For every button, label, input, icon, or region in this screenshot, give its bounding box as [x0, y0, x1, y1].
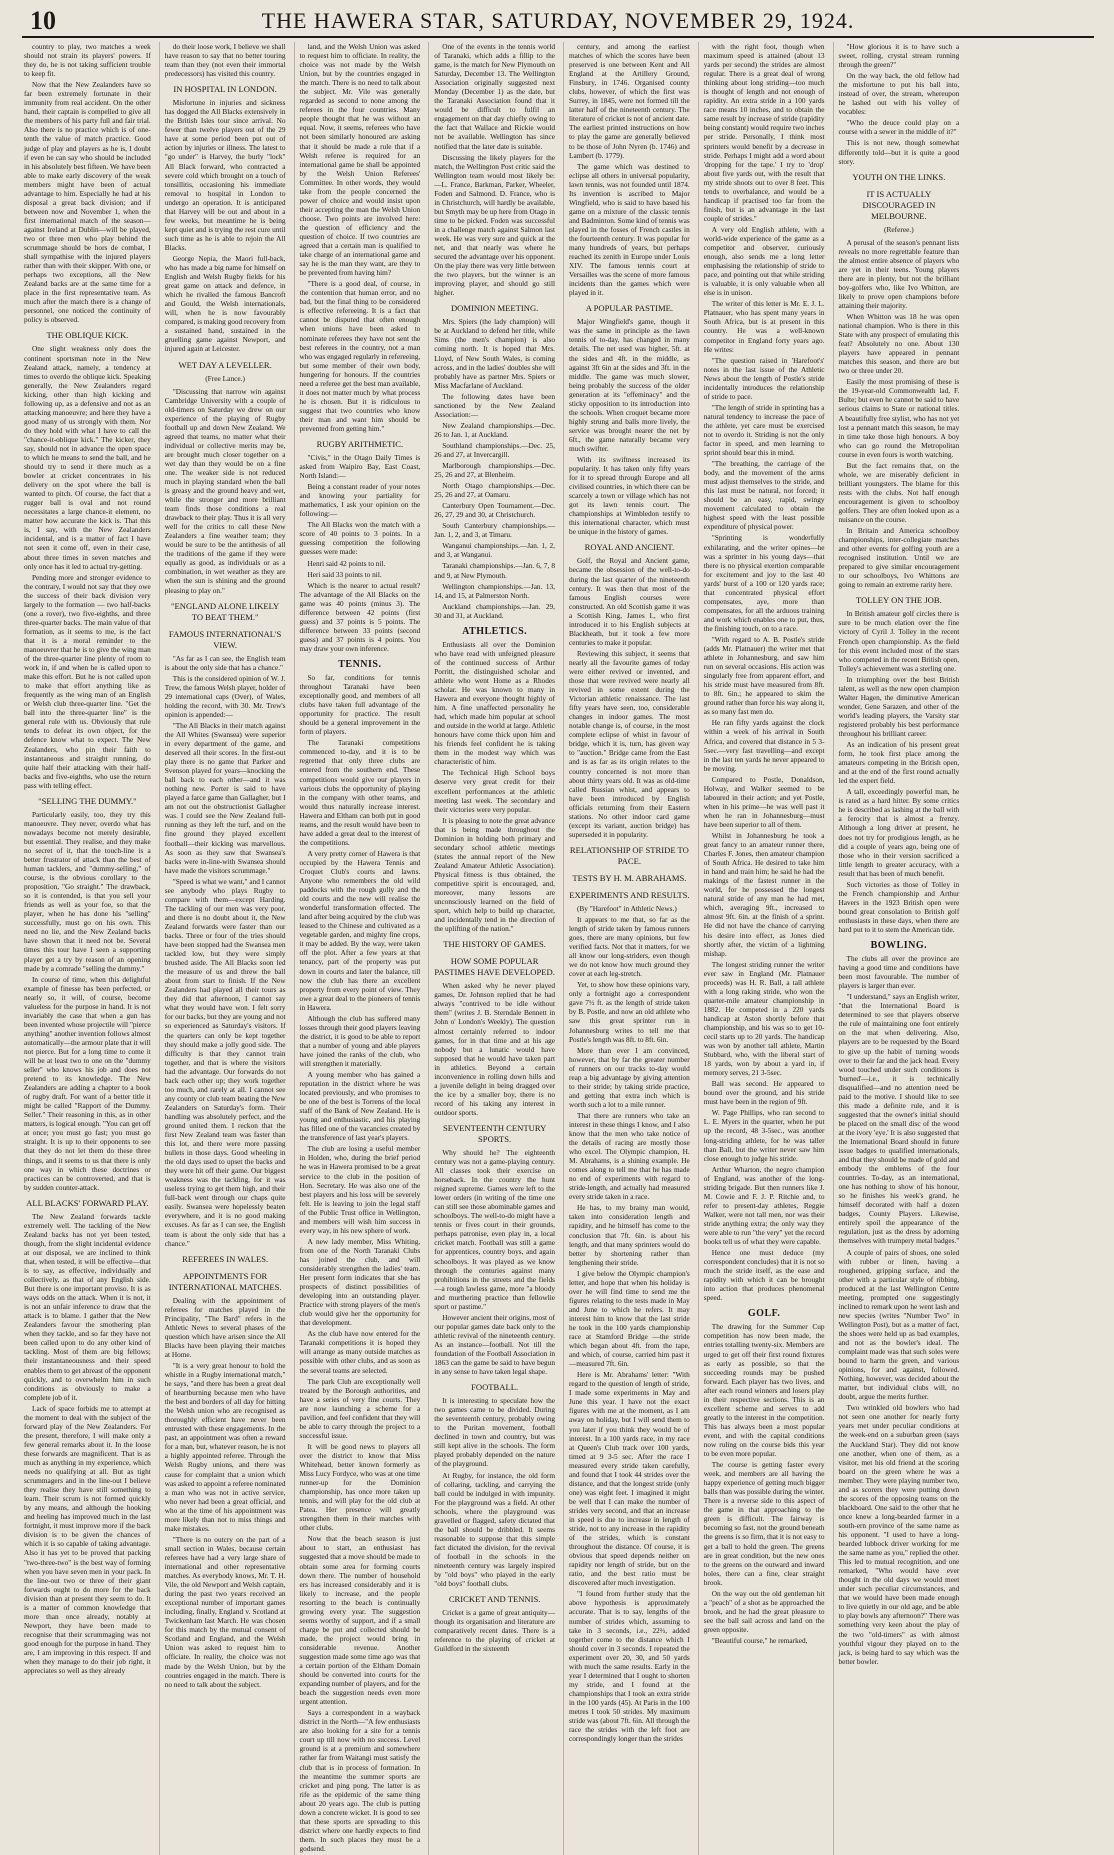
article-heading: CRICKET AND TENNIS. — [448, 1594, 541, 1605]
body-paragraph: The Technical High School boys deserve very great credit for their excellent performances at the athletic meeting last week. The secondary and their victories were very popular. — [434, 768, 555, 814]
body-paragraph: Reviewing this subject, it seems that nearly all the favourite games of today were either revived or invented, and those that were revived were nearly all revived in some extent during the Victorian athletic renaissance. The last fifty years have seen, too, considerable changes in indoor games. The most notable change is, of course, in the most complete eclipse of whist in favour of bridge, which it is, turn, has given way to "auction." Bridge came from the East and is as far as its origin relates to the country concerned is not more than about thirty years old. It was as old-time called Russian whist, and appears to have been introduced by English officials returning from their Eastern stations. No other indoor card game (except its variant, auction bridge) has superseded it in popularity. — [569, 648, 690, 839]
body-paragraph: "Who the deuce could play on a course with a sewer in the middle of it?" — [838, 118, 960, 137]
body-paragraph: Dealing with the appointment of referees for matches played in the Principality, "The Bard" refers in the Athletic News to several phases of the question which have arisen since the All Blacks have been playing their matches at Home. — [164, 1295, 286, 1359]
body-paragraph: Heri said 33 points to nil. — [307, 569, 382, 579]
body-paragraph: In course of time, when this delightful example of finesse has been perfected, or nearly so, it will, of course, become valueless for the purpose in hand. It is not invariably the case that when a gun has been invented whose projectile will "pierce anything" another invention follows almost automatically—the armour plate that it will not pierce. But for a long time to come it will be at least two to one on the "dummy seller" who knows his job and does not pretend to its knowledge. The New Zealanders are adding a chapter to a book of rugby draft. For want of a better title it might be called "Rapport of the Dummy. Seller." Their reasoning in this, as in other matters, is logical enough. "You can get off at once; you must go fast; you must go straight. It is up to their opponents to see that they do not let them do these three things, and it seems to us that there is only one way in which these doctrines or practices can be controverted, and that is by sudden counter-attack. — [24, 974, 151, 1192]
body-paragraph: "How glorious it is to have such a sweet, rolling, crystal stream running through the green?" — [838, 42, 960, 70]
body-paragraph: That there are runners who take an interest in these things I know, and I also know that the men who take notice of the details of racing are mostly those who excel. The Olympic champion, H. M. Abrahams, is a shining example. He comes along to tell me that he has made no end of experiments with regard to stride-length, and actually had measured every stride taken in a race. — [569, 1110, 690, 1202]
body-paragraph: Auckland championships.—Jan. 29, 30 and 31, at Auckland. — [434, 601, 555, 620]
body-paragraph: Marlborough championships.—Dec. 25, 26 and 27, at Blenheim. — [434, 461, 555, 480]
body-paragraph: In British amateur golf circles there is sure to be much elation over the fine victory of Cyril J. Tolley in the recent French open championship. As the field for this event included most of the stars who competed in the recent British open, Tolley's achievement was a sterling one. — [838, 609, 960, 673]
body-paragraph: with the right foot, though when maximum speed is attained (about 13 yards per second) the strides are almost regular. There is a great deal of wrong thinking about long striding—too much is thought of length and not enough of rapidity. An extra stride in a 100 yards race means 10 inches, and to obtain the same result by increase of stride (rapidity being constant) would require two inches per stride. Personally, I think most sprinters would benefit by a decrease in stride. Perhaps I might add a word about 'dropping for the tape.' I try to 'drop' about five yards out, with the result that my stride shoots out to over 8 feet. This tends to overbalance, and would be a handicap if practised too far from the finish, but is an advantage in the last couple of strides." — [703, 42, 825, 223]
body-paragraph: A young member who has gained a reputation in the district where he was located previously, and who promises to be one of the best is Torrens of the local staff of the Bank of New Zealand. He is young and enthusiastic, and his playing has filled one of the vacancies created by the transference of last year's players. — [299, 1070, 421, 1143]
body-paragraph: Henri said 42 points to nil. — [307, 558, 386, 568]
body-paragraph: A tall, exceedingly powerful man, he is rated as a hard hitter. By some critics he is described as lashing at the ball with a ferocity that is almost a frenzy. Although a long driver at present, he does not try for prodigious length, as he did a couple of years ago, being one of those who in their version sacrificed a little length to greater accuracy, with a result that has been of much benefit. — [838, 787, 960, 878]
body-paragraph: Yet, to show how these opinions vary, only a fortnight ago a correspondent gave 7½ ft. as the length of stride taken by B. Postle, and now an old athlete who saw this great sprinter run in Johannesburg writes to tell me that Postle's length was 8ft. to 8ft. 6in. — [569, 980, 690, 1044]
body-paragraph: It is pleasing to note the great advance that is being made throughout the Dominion in holding both primary and secondary school athletic meetings (states the annual report of the New Zealand Amateur Athletic Association). Physical fitness is thus obtained, the competitive spirit is encouraged, and, moreover, many lessons are unconsciously learned on the field of sport, which help to build up character, and incidentally tend in the direction of the uplifting of the nation." — [434, 815, 555, 934]
article-heading: SEVENTEENTH CENTURY SPORTS. — [442, 1122, 547, 1144]
body-paragraph: The park Club are exceptionally well treated by the Borough authorities, and have a series of very fine courts. They are now launching a scheme for a pavilion, and feel confident that they will be able to carry through the project to a successful issue. — [299, 1376, 421, 1440]
article-heading: THE OBLIQUE KICK. — [46, 330, 129, 341]
article-heading: IT IS ACTUALLY DISCOURAGED IN MELBOURNE. — [862, 188, 936, 221]
body-paragraph: "The length of stride in sprinting has a natural tendency to increase the pace of the athlete, yet care must be exercised not to overdo it. Striding is not the only factor in speed, and men learning to sprint should bear this in mind. — [703, 402, 825, 458]
columns — [24, 42, 1094, 1853]
body-paragraph: A perusal of the season's pennant lists reveals no more regrettable feature than the almost entire absence of players who are yet in their teens. Young players there are in plenty, but not the brilliant boy-golfers who, like Ivo Whitton, are likely to prove open champions before attaining their majority. — [838, 237, 960, 310]
body-paragraph: "Discussing that narrow win against Cambridge University with a couple of old-timers on Saturday we drew on our experience of the playing of Rugby football up and down New Zealand. We agreed that teams, no matter what their individual or collective merits may be, are brought much closer together on a wet day than they would be on a fine one. The weaker side is not reduced much in playing standard when the ball is greasy and the ground heavy and wet, while the stronger and more brilliant team finds those conditions a real drawback to their play. Thus it is all very well for the critics to call these New Zealanders a fine weather team; they would be sure to be the antithesis of all the traditions of the game if they were equally as good, as individuals or as a combination, in wet weather as they are when the sun is shining and the ground pleasing to play on." — [164, 386, 286, 595]
column-2 — [159, 42, 286, 1855]
body-paragraph: So far, conditions for tennis throughout Taranaki have been exceptionally good, and members of all clubs have taken full advantage of the opportunity for practice. The result should be a general improvement in the form of players. — [299, 673, 421, 737]
body-paragraph: The clubs all over the province are having a good time and conditions have been most favourable. The number of players is larger than ever. — [838, 954, 960, 991]
body-paragraph: The longest striding runner the writer ever saw in England (Mr. Platnauer proceeds) was H. R. Ball, a tall athlete with a long raking stride, who won the quarter-mile amateur championship in 1882. He competed in a 220 yards handicap at Aston shortly before that championship, and his was so to get 10-cecil starts up to 20 yards. The handicap was won by another tall athlete, Martin Stubbard, who, with the liberal start of 18 yards, won by about a yard in, if memory serves, 21 3-5sec. — [703, 959, 825, 1078]
body-paragraph: North Otago championships.—Dec. 25, 26 and 27, at Oamaru. — [434, 481, 555, 500]
body-paragraph: Cricket is a game of great antiquity—though its organisation and literature are comparatively recent dates. There is a reference to the playing of cricket at Guildford in the sixteenth — [434, 1608, 555, 1654]
body-paragraph: A very old English athlete, with a world-wide experience of the game as a competitor and observer, curiously enough, also sends me a long letter emphasising the relationship of stride to pace, and pointing out that while striding is valuable, it is only valuable when all else is in unison. — [703, 224, 825, 298]
body-paragraph: (By "Harefoot" in Athletic News.) — [577, 903, 677, 913]
article-heading: ROYAL AND ANCIENT. — [584, 542, 675, 553]
body-paragraph: He has, to my brainy man would, taken into consideration length and rapidity, and he himself has come to the conclusion that 7ft. 6in. is about his length, and that many sprinters would do better by shortening rather than lengthening their stride. — [569, 1203, 690, 1267]
body-paragraph: Southland championships.—Dec. 25, 26 and 27, at Invercargill. — [434, 440, 555, 459]
body-paragraph: Golf, the Royal and Ancient game, became the obsession of the well-to-do during the last quarter of the nineteenth century. It was then that most of the famous English courses were constructed. An old Scottish game it was a Scottish King, James I., who first introduced it to his English subjects at Blackheath, but it took a few more centuries to make it popular. — [569, 556, 690, 647]
body-paragraph: George Nepia, the Maori full-back, who has made a big name for himself on English and Welsh Rugby fields for his great game on attack and defence, in which he rivalled the famous Bancroft and Gould, the Welsh internationals, will, when he is now favourably compared, is making good recovery from a sustained hand, sustained in the gruelling game against Newport, and injured again at Leicester. — [164, 253, 286, 354]
body-paragraph: Taranaki championships.—Jan. 6, 7, 8 and 9, at New Plymouth. — [434, 561, 555, 580]
article-heading: THE HISTORY OF GAMES. — [443, 939, 546, 950]
body-paragraph: Wanganui championships.—Jan. 1, 2, and 3, at Wanganui. — [434, 541, 555, 560]
body-paragraph: I give below the Olympic champion's letter, and hope that when his holiday is over he will find time to send me the figures relating to the tests made in May and June to which he refers. It may interest him to know that the last stride he took in the 100 yards championship race at Stamford Bridge —the stride which began about 4ft. from the tape, and which, of course, carried him past it—measured 7ft. 6in. — [569, 1268, 690, 1369]
body-paragraph: The New Zealand forwards tackle extremely well. The tackling of the New Zealand backs has not yet been tested, though, from the slight incidental evidence at our disposal, we are inclined to think that, when tested, it will be effective—that is to say, as effective, individually and collectively, as that of any English side. But there is one important proviso. It is as ways odds on the attack. When it is not, it is not an unfair inference to draw that the attack is to blame. I gather that the New Zealanders favour the smothering plan when they tackle, and so far they have not been called upon to do any other kind of tackling. Most of them are big fellows; their instantaneousness and their speed enables them to get abreast of the opponent quickly, and to overwhelm him in such conditions as obviously to make a complete job of it. — [24, 1211, 151, 1402]
body-paragraph: South Canterbury championships.—Jan. 1, 2, and 3, at Timaru. — [434, 521, 555, 540]
body-paragraph: Arthur Wharton, the negro champion of England, was another of the long-striding brigade. But then runners like J. M. Cowie and F. J. P. Ritchie and, to refer to present-day athletes, Reggie Walker, were not tall men, nor was their stride anything extra; the only way they were able to run "the very" yet the record books tell us of what they were capable. — [703, 1164, 825, 1247]
body-paragraph: The course is getting faster every week, and members are all having the happy experience of getting much bigger balls than was possible during the winter. There is a reverse side to this aspect of the game in that approaching to the green is difficult. The fairway is becoming so fast, not the ground beneath the greens is so firm, that it is not easy to get a ball to hold the green. The greens are in great condition, but the new ones to the greens on the outward and inward holes, there can a fine, clear straight brook. — [703, 1460, 825, 1587]
body-paragraph: On the way out the old gentleman hit a "peach" of a shot as he approached the brook, and he had the great pleasure to see the ball sail across and land on the green opposite. — [703, 1588, 825, 1634]
masthead — [22, 6, 1094, 38]
body-paragraph: land, and the Welsh Union was asked to request him to officiate. In reality, the choice was not made by the Welsh Union, but by the countries engaged in the match. There is no need to talk about the subject. Mr. Vile was generally regarded as second to none among the referees in the four countries. Many people thought that he was without an equal. Now, it seems, referees who have not been similarly honoured are asking that it should be made a rule that if a Welsh referee is required for an international game he shall be appointed by the Welsh Union Referees' Committee. In other words, they would take from the people concerned the power of choice and would insist upon their accepting the man the Welsh Union choose. Two points are involved here: the question of efficiency and the question of choice. If two countries are agreed that a certain man is qualified to take charge of an international game and say he is the man they want, are they to be prevented from having him? — [299, 42, 421, 278]
article-heading: DOMINION MEETING. — [450, 303, 539, 314]
body-paragraph: "Speed is what we want," and I cannot see anybody who plays Rugby to compare with them—except Harding. The tackling of our men was very poor, and there is no doubt about it, the New Zealand forwards were faster than our backs. Three or four of the tries should have been stopped had the Swansea men tackled low, but they were simply brushed aside. The All Blacks soon led the measure of us and threw the ball about from start to finish. If the New Zealanders had played all their tours as they did that afternoon, I cannot say what they would have won. I felt sorry for our backs, but they are young and not so experienced as Saturday's visitors. If the quarters can only be kept together they should make a jolly good side. The difficulty is that they cannot train together, and that is where the visitors had the advantage. Our forwards do not back each other up; they work together too much, and rarely at all. I cannot see any county or club team beating the New Zealanders on Saturday's form. Their handling was absolutely perfect, and the ground united them. I reckon that the first New Zealand team was faster than this lot, and there were more passing bullets in those days. Good wheeling in the old days used to upset the backs and they were hit off their game. Our biggest weakness was the tackling, for it was useless trying to get them high, and their full-back went through our chaps quite easily. Swansea were hopelessly beaten everywhere, and it is no good making excuses. As far as I can see, the English team is about the only side that has a chance." — [164, 876, 286, 1248]
body-paragraph: Pending more and stronger evidence to the contrary, I would not say that they owe the success of their back division very largely to the formation — two half-backs (one a rover), two five-eighths, and three three-quarter backs. The main value of that formation, as it seems to me, is the fact that it is a moral reminder to the manoeuvrer that he is to give the wing man of the three-quarter line plenty of room to work in, if and when he is called upon to make this effort. But he is not called upon to make that effort anything like as frequently as the wing man of an English or Welsh club three-quarter line. "Get the ball into the three-quarter line" is the general rule with us. Obviously that rule tends to defeat its own object, for the defence know what to expect. The New Zealanders, who pin their faith to instantaneous and straight running, do quite half their attacking with their half-backs and five-eighths, who use the return pass with telling effect. — [24, 572, 151, 790]
body-paragraph: Although the club has suffered many losses through their good players leaving the district, it is good to be able to report that a number of young and able players have joined the ranks of the club, who will strengthen it materially. — [299, 1013, 421, 1068]
body-paragraph: The Taranaki competitions commenced to-day, and it is to be regretted that only three clubs are entered from the southern end. These competitions would give our players in various clubs the opportunity of playing in the company with other teams, and would thus naturally increase interest. Hawera and Eltham can both put in good teams, and the result would have been to have added a great deal to the interest of the competitions. — [299, 738, 421, 847]
column-1 — [24, 42, 151, 1855]
body-paragraph: Why should he? The eighteenth century was not a game-playing century. All classes took their exercise on horseback. In the country the hunt reigned supreme. Games were left to the lower orders (in writing of the time one can still see those abominable games and schoolboys. The well-to-do might have a tennis or fives court in their grounds, perhaps patronise, even play in, a local cricket match. Football was still a game for apprentices, country boys, and again schoolboys. It was played as we know through the centuries against many prohibitions in the streets and the fields—a rough lawless game, more "a bloody and murthering practice than fellowlie sport or pastime." — [434, 1147, 555, 1311]
body-paragraph: The following dates have been sanctioned by the New Zealand Association:— — [434, 391, 555, 419]
body-paragraph: "There is no outcry on the part of a small section in Wales, because certain referees have had a very large share of international and other representative matches. As everybody knows, Mr. T. H. Vile, the old Newport and Welsh captain, during the past two years received an exceptional number of important games including, finally, England v. Scotland at Twickenham last March. He was chosen for this match by the mutual consent of Scotland and England, and the Welsh Union was asked to request him to officiate. In reality, the choice was not made by the Welsh Union, but by the countries engaged in the match. There is no need to talk about the subject. — [164, 1534, 286, 1689]
body-paragraph: Ball was second. He appeared to bound over the ground, and his stride must have been in the region of 9ft. — [703, 1079, 825, 1107]
body-paragraph: One slight weakness only does the continent sportsman note in the New Zealand attack, namely, a tendency at times to overdo the oblique kick. Speaking generally, the New Zealanders regard kicking, other than high kicking and following up, as a defensive and not as an attacking manoeuvre; and here they have a good many of us strongly with them. Nor do they hold with what I have to call the "chance-it-oblique kick." The kicker, they say, should not in advance the open space to which he means to send the ball, and he should try to send it there much as a bowler at cricket concentrates in his delivery on the spot where the ball is wanted to pitch. Of course, the fact that a rugger ball is oval and not round necessitates a large chance-it element, no matter how accurate the kick is. That this is, I say, with the New Zealanders incidental, and is a matter of fact I have not seen it come off, even in their case, about three times in seven matches and only once has it led to actual try-getting. — [24, 344, 151, 571]
article-heading: TESTS BY H. M. ABRAHAMS. — [572, 872, 687, 883]
article-heading: YOUTH ON THE LINKS. — [852, 171, 946, 182]
section-heading: TENNIS. — [338, 659, 382, 670]
body-paragraph: A couple of pairs of shoes, one soled with rubber or linen, having a roughened, gripping surface, and the other with a particular style of ribbing, produced at the last Wellington Centre meeting, prompted one suggestingly inclined to remark upon he went lash and new species (writes "Number Two" in Wellington Post), but as a matter of fact, the shoes were held up as bad examples, and not as the bowler's ideal. The complaint made was that such soles were bound to harm the green, and various opinions, for and against, followed. Nothing, however, was decided about the matter, but individual clubs will, no doubt, argue the merits further. — [838, 1247, 960, 1402]
article-heading: REFEREES IN WALES. — [182, 1253, 269, 1264]
body-paragraph: On the way back, the old fellow had the misfortune to put his ball into, instead of over, the stream, whereupon he lashed out with his volley of vocables: — [838, 71, 960, 117]
body-paragraph: As an indication of his present great form, he took first place among the amateurs competing in the British open, and at the end of the first round actually led the expert field. — [838, 740, 960, 786]
column-3 — [294, 42, 421, 1855]
body-paragraph: Major Wingfield's game, though it was the same in principle as the lawn tennis of to-day, has changed in many details. The net used was higher, 5ft. at the sides and 4ft. in the middle, as against 3ft 6in at the sides and 3ft. in the middle. The game was much slower, being probably the success of the older generation at its "effeminacy" and the sticky opposition to its introduction into the schools. When croquet became more highly strung and balls more lively, the service was brought nearer the net by 6ft., the game naturally became very much swifter. — [569, 317, 690, 453]
body-paragraph: Discussing the likely players for the match, the Wellington Post critic said the Wellington team would most likely be:—L. France, Barkman, Parker, Wheeler, Foden and Salmond. D. France, who is in Christchurch, will hardly be available, but Smyth may be up here from Otago in time to be picked. Foden was successful in a challenge match against Salmon last week. He was very sure and quick at the net, and that nearly was where he secured the advantage over his opponent. On the play there was very little between the two players, but the winner is an improving player, and should go still higher. — [434, 152, 555, 298]
article-heading: ALL BLACKS' FORWARD PLAY. — [26, 1197, 149, 1208]
body-paragraph: "There is a good deal, of course, in the contention that human error, and no bad, but the final thing to be considered is effective refereeing. It is a fact that cannot be disputed that often enough when unions have been asked to nominate referees they have not sent the best referees in the country, not a man who was engaged regularly in refereeing, but some member of their own body, hungering for honours. If the countries need a referee get the best man available, it does not matter much by what process he is chosen. But it is ridiculous to suggest that two countries who know their man and want him should be prevented from getting him." — [299, 279, 421, 433]
body-paragraph: "I found from further study that the above hypothesis is approximately accurate. That is to say, lengths of the number of strides which, assuming to take in 3 seconds, i.e., 22⅔, added together come to the distance which I should cover in 3 seconds. I repeated the experiment over 20, 30, and 50 yards with much the same results. Early in the year I determined that I ought to shorten my stride, and I found at the championships that I took an extra stride in the 100 yards (45). At Paris in the 100 metres I took 50 strides. My maximum stride was (about 7ft. 6in. All through the race the strides with the left foot are correspondingly longer than the strides — [569, 1589, 690, 1744]
body-paragraph: It appears to me that, so far as the length of stride taken by famous runners goes, there are many opinions, but few verified facts. Not that it matters, for we all know our long-striders, even though we do not know how much ground they cover at each leg-stretch. — [569, 914, 690, 979]
body-paragraph: Now that the New Zealanders have so far been extremely fortunate in their immunity from real accident. On the other hand, their captain is compelled to give all the members of his party full and fair trial. Also there is no practice which is of one-tenth the value of match practice. Good judge of play and players as he is, I doubt if even he can say who should be included in his absolutely best fifteen. We have been able to make early discovery of the weak members might have been of actual advantage to him. Especially he had at his disposal a great back division; and if between now and November 1, when the first international match of the season—against Ireland at Dublin—will be played, two or three men who play behind the scrummage should be hors de combat, I shall sympathise with the injured players rather than with their skipper. With one, or perhaps two exceptions, all the New Zealand backs are at the same time for a place in the first representative team. As much after the match there is a change of personnel, one noticed the continuity of policy is observed. — [24, 80, 151, 325]
article-heading: FAMOUS INTERNATIONAL'S VIEW. — [168, 628, 282, 650]
body-paragraph: "I understand," says an English writer, "that the International Board is determined to see that players observe the rule of maintaining one foot entirely on the mat when delivering. Also, players are to be requested by the Board to give up the habit of turning woods over to their far and the jack head. Every wood touched under such conditions is 'burned'—i.e., it is technically disqualified—and no attention need be paid to the motive. I should like to see this made a definite rule, and it is suggested that the owner's initial should be placed on the small disc of the wood at the ivory 'eye.' It is also suggested that the International Board should in future issue badges to qualified internationals, and that they should be made of gold and embody the emblems of the four countries. To-day, as an international, one has nothing to show of his honour, so he finishes his week's grand, he himself decorated with half a dozen badges, County Players. Likewise, entirely spoil the appearance of the regulation, just as the dress by adorning themselves with trumpery metal badges." — [838, 992, 960, 1246]
body-paragraph: This is not new, though somewhat differently told—but it is quite a good story. — [838, 138, 960, 166]
body-paragraph: Mrs. Spiers (the lady champion) will be at Auckland to defend her title, while Sims (the men's champion) is also coming north. It is hoped that Mrs. Lloyd, of New South Wales, is coming across, and in the ladies' doubles she will probably have as partner Mrs. Spiers or Miss Macfarlane of Auckland. — [434, 317, 555, 390]
body-paragraph: When asked why he never played games, Dr. Johnson replied that he had always "contrived to be idle without them" (writes J. B. Sterndale Bennett in John o' London's Weekly). The question almost certainly referred to indoor games, for in that time and at his age nobody but a lunatic would have supposed that he would have taken part in athletics. Beyond a certain inconvenience in rolling down hills and a juvenile delight in being dragged over the ice by a smaller boy, there is no record of his taking any interest in outdoor sports. — [434, 981, 555, 1117]
body-paragraph: Enthusiasts all over the Dominion who have read with unfeigned pleasure of the continued success of Arthur Porritt, the distinguished scholar and athlete who went Home as a Rhodes scholar. He was known to many in Hawera and everyone thought highly of him. A fine unaffected personality he had, which made him popular at school and outside in the world at large. Athletic honours have come thick upon him and his friends feel confident he is taking them in the modest way which was characteristic of him. — [434, 639, 555, 767]
body-paragraph: It will be good news to players all over the district to know that Miss Whitehead, better known formerly as Miss Lucy Fordyce, who was at one time runner-up for the Dominion championship, has once more taken up tennis, and will play for the old club at Patea. Her presence will greatly strengthen them in their matches with other clubs. — [299, 1441, 421, 1533]
article-heading: EXPERIMENTS AND RESULTS. — [569, 889, 690, 900]
body-paragraph: It is interesting to speculate how the two games came to be divided. During the seventeenth century, probably owing to the Puritan movement, football declined in town and country, but was still kept alive in the schools. The form played probably depended on the nature of the playground. — [434, 1396, 555, 1469]
column-5 — [563, 42, 690, 1855]
body-paragraph: Whilst in Johannesburg he took a great fancy to an amateur runner there, Charles F. Jones, then amateur champion of South Africa. He desired to take him in hand and train him; he said he had the makings of the fastest runner in the world, for he possessed the longest natural stride of any man he had met, which, averaging 9ft., increased to almost 9ft. 6in. at the finish of a sprint. He did not have the chance of carrying his desire into effect, as Jones died shortly after, the victim of a lightning mishap. — [703, 830, 825, 958]
body-paragraph: More than ever I am convinced, however, that by far the greater number of runners on our tracks to-day would reap a big advantage by giving attention to their stride; by taking stride practice, and getting that extra inch which is worth such a lot to a mile runner. — [569, 1045, 690, 1109]
body-paragraph: The All Blacks won the match with a score of 40 points to 3 points. In a guessing competition the following guesses were made: — [299, 520, 421, 557]
column-7 — [833, 42, 960, 1855]
body-paragraph: century, and among the earliest matches of which the scores have been preserved is one between Kent and All England at the Artillery Ground, Finsbury, in 1746. Organised county clubs, however, of which the first was Surrey, in 1845, were not formed till the latter half of the nineteenth century. The literature of cricket is not of ancient date. The earliest printed instructions on how to play the game are generally believed to be those of John Nyren (b. 1746) and Lambert (b. 1779). — [569, 42, 690, 160]
article-heading: TOLLEY ON THE JOB. — [855, 595, 942, 606]
body-paragraph: In triumphing over the best British talent, as well as the new open champion Walter Hagen, the diminutive American wonder, Gene Sarazen, and other of the world's leading players, the Varsity star registered probably his best performance throughout his brilliant career. — [838, 674, 960, 738]
body-paragraph: "Beautiful course," he remarked, — [711, 1635, 808, 1645]
section-heading: GOLF. — [747, 1308, 781, 1320]
body-paragraph: W. Page Phillips, who ran second to L. E. Myers in the quarter, when he put up the record, 48 3-5sec., was another long-striding athlete, for he was taller than Ball, but the writer never saw him close enough to judge his stride. — [703, 1108, 825, 1163]
article-heading: APPOINTMENTS FOR INTERNATIONAL MATCHES. — [168, 1270, 282, 1292]
body-paragraph: This is the considered opinion of W. J. Trew, the famous Welsh player, holder of 29 international caps (Over), of Wales, holding the record, with 30. Mr. Trew's opinion is appended:— — [164, 673, 286, 719]
body-paragraph: The game which was destined to eclipse all others in universal popularity, lawn tennis, was not founded until 1874. Its invention is ascribed to Major Wingfield, who is said to have based his game on a mixture of the classic tennis and Badminton. Some kind of tennis was played in the fosses of French castles in the fourteenth century. It was popular for many hundreds of years, but perhaps reached its zenith in Europe under Louis XIV. The famous tennis court at Versailles was the scene of more famous incidents than the games which were played in it. — [569, 161, 690, 298]
body-paragraph: Easily the most promising of these is the 19-year-old Commonwealth lad, F. Bulte; but even he cannot be said to have serious claims to State or national titles. A beautifully free stylist, who has not yet lost a pennant match this season, he may in time take those high honours. A boy who can go round the Metropolitan course in even fours is worth watching. — [838, 377, 960, 459]
article-heading: A POPULAR PASTIME. — [585, 303, 674, 314]
article-heading: RELATIONSHIP OF STRIDE TO PACE. — [569, 844, 689, 866]
body-paragraph: Canterbury Open Tournament.—Dec. 26, 27, 29 and 30, at Christchurch. — [434, 501, 555, 520]
article-heading: WET DAY A LEVELLER. — [178, 359, 272, 370]
article-heading: RUGBY ARITHMETIC. — [316, 439, 404, 450]
body-paragraph: A very pretty corner of Hawera is that occupied by the Hawera Tennis and Croquet Club's courts and lawns. Anyone who remembers the old wild paddocks with the rough gully and the old courts and the new will realise the wonderful transformation effected. The land after being acquired by the club was leased to the Chinese and cultivated as a vegetable garden, and mighty fine crops, it may be added. By the way, were taken off the plot. After a few years at that tenancy, part of the property was put down in courts and later the balance, till now the club has there an excellent property from every point of view. They owe a great deal to the pioneers of tennis in Hawera. — [299, 848, 421, 1012]
body-paragraph: do their loose work, I believe we shall have reason to say that no better touring team than they (not even their immortal predecessors) has visited this country. — [164, 42, 286, 79]
article-heading: FOOTBALL. — [471, 1382, 519, 1393]
body-paragraph: "It is a very great honour to hold the whistle in a Rugby international match," he says, "and there has been a great deal of heartburning because men who have the best and borders of all day for hitting the Welsh union who are recognised as thoroughly efficient have never been entrusted with these engagements. In the past, an appointment was often a reward for a man, but, whatever reason, he is not a highly appointed referee. Through the Welsh Rugby unions, and there was cause for complaint that a union which was asked to appoint a referee nominated a man who was not in active service, who never had been a great official, and who at the time of his appointment was more likely than not to miss things and make mistakes. — [164, 1360, 286, 1533]
body-paragraph: The club are losing a useful member in Holden, who, during the brief period he was in Hawera promised to be a great service to the club in the position of Hon. Secretary. He was also one of the best players and his loss will be severely felt. He is leaving to join the legal staff of the Public Trust office in Wellington, and members will wish him success in every way, in his new sphere of work. — [299, 1144, 421, 1235]
body-paragraph: "As far as I can see, the English team is about the only side that has a chance." — [164, 653, 286, 672]
source-credit: (Referee.) — [884, 224, 914, 234]
body-paragraph: Lack of space forbids me to attempt at the moment to deal with the subject of the forward play of the New Zealanders. For the present, therefore, I will make only a few general remarks about it. In the loose these forwards are magnificent. That is as much as anything in my experience, which needs no qualifying at all. But as tight scrummagers and in the line-out I believe they realise they have still something to learn. Their scrum is not formed quickly by any means, and although the hooking and heeling has improved much in the last fortnight, it must improve more if the back division is to be given the chances of which it is so capable of taking advantage. Also it has yet to be proved that packing "two-three-two" is the best way of forming when you have seven men in your pack. In the line-out two or three of their giant forwards ought to do more for the back division than at present they seem to do. It is a matter of common knowledge that more than once already, notably at Newport, they have been made to recognise that their scrummaging was not good enough for the purpose in hand. They are, I am improving in this respect. If and when they manage to do their job right, it appreciates so well as they already — [24, 1403, 151, 1676]
body-paragraph: "Civis," in the Otago Daily Times is asked from Waipiro Bay, East Coast, North Island:— — [299, 453, 421, 481]
body-paragraph: A new lady member, Miss Whiting, from one of the North Taranaki Clubs has joined the club, and will considerably strengthen the ladies' team. Her present form indicates that she has prospects of distinct possibilities of developing into an outstanding player. Practice with strong players of the men's club would give her the opportunity for that development. — [299, 1236, 421, 1328]
body-paragraph: "The breathing, the carriage of the body, and the movement of the arms must adjust themselves to the stride, and this last must be natural, not forced; it should be an easy, rapid, swingy movement calculated to obtain the highest speed with the least possible expenditure of physical power. — [703, 459, 825, 532]
body-paragraph: The writer of this letter is Mr. E. J. L. Platnauer, who has spent many years in South Africa, but is at present in this country. He was a well-known competitor in England forty years ago. He writes: — [703, 299, 825, 354]
body-paragraph: "The All Blacks in their match against the All Whites (Swansea) were superior in every department of the game, and deserved all their scores. In the first-out play there is no game that Parker and Svenson played for years—knocking the ball back to each other—and it was nothing new. Porter is said to have played a farce game than Gallagher, but I am not out the obstructionist Gallagher was. I could see the New Zealand full-running as they left the turf, and on the fine ground they played excellent football—their kicking was marvellous. As soon as they saw that Swansea's backs were in-line-with Swansea should have made the visitors scrummage." — [164, 720, 286, 875]
body-paragraph: Now that the beach season is just about to start, an enthusiast has suggested that a move should be made to obtain some area for forming courts down there. The number of household ers has increased considerably and it is likely to increase, and the people resorting to the beach is continually growing every year. The suggestion seems worthy of support, and if a small charge be put and collected should be made, the project would bring in considerable revenue. Another suggestion made some time ago was that a certain portion of the Eltham Domain should be converted into courts for the expanding number of players, and for the beach the suggestion needs even more urgent attention. — [299, 1534, 421, 1707]
article-heading: "ENGLAND ALONE LIKELY TO BEAT THEM." — [171, 600, 280, 622]
body-paragraph: Here is Mr. Abrahams' letter: "With regard to the question of length of stride, I made some experiments in May and June this year. I have not the exact figures with me at the moment, as I am away on holiday, but I will send them to you later if you think they would be of interest. In a 100 yards race, in my race at Queen's Club track over 100 yards, timed at 9 3-5 sec. After the race I measured every stride taken carefully, and found that I took 44 strides over the distance, and that the longest stride (only one) was eight feet. I imagined it might be well that I can make the number of strides very second, and that an increase in speed is due to increase in length of stride, not to any increase in the rapidity of the strides, which is constant throughout the distance. Of course, it is obvious that speed depends neither on rapidity nor length of stride, but on the ratio, and the best ratio must be discovered after much investigation. — [569, 1370, 690, 1588]
body-paragraph: As the club have now entered for the Taranaki competitions it is hoped they will arrange as many outside matches as possible with other clubs, and as soon as the several teams are selected. — [299, 1329, 421, 1375]
section-heading: ATHLETICS. — [462, 625, 528, 637]
body-paragraph: He ran fifty yards against the clock within a week of his arrival in South Africa, and covered that distance in 5 3-5sec.—very fast travelling—and except in the last ten yards he never appeared to be moving. — [703, 718, 825, 773]
column-4 — [428, 42, 555, 1855]
paper-title: THE HAWERA STAR, SATURDAY, NOVEMBER 29, 1924. — [261, 8, 855, 33]
body-paragraph: Particularly easily, too, they try this manoeuvre. They never, overdo what has nowadays become not merely desirable, but essential. They realise, and they make no secret of it, that the touch-line is a better frustrator of attack than the best of human tacklers, and "dummy-selling," of course, is the obvious corollary to the proposition, "Go straight." The drawback, so it is contended, is that you sell your friends as well as your foe, so that the player, when he has done his "selling" successfully, must go on his own. This need no lie, and the New Zealand backs have shown that it need not be. Several times this tour have I seen a supporting player get a try by reason of an opening made by a comrade "selling the dummy." — [24, 809, 151, 973]
body-paragraph: When Whitton was 18 he was open national champion. Who is there in this State with any prospect of emulating this feat? Absolutely no one. About 130 players have appeared in pennant matches this season, and there are but two or three under 20. — [838, 311, 960, 376]
body-paragraph: New Zealand championships.—Dec. 26 to Jan. 1, at Auckland. — [434, 420, 555, 439]
body-paragraph: country to play, two matches a week should not strain its players' powers. If they do, he is not taking sufficient trouble to keep fit. — [24, 42, 151, 79]
body-paragraph: In Britain and America schoolboy championships, inter-collegiate matches and other events for golfing youth are a recognised institution. Until we are prepared to give similar encouragement to our schoolboys, Ivo Whittons are going to remain an extreme rarity here. — [838, 526, 960, 590]
article-heading: IN HOSPITAL IN LONDON. — [173, 84, 277, 95]
body-paragraph: Hence one must deduce (my correspondent concludes) that it is not so much the stride itself, as the ease and rapidity with which it can be brought into action that produces phenomenal speed. — [703, 1248, 825, 1303]
body-paragraph: Which is the nearer to actual result? The advantage of the All Blacks on the game was 40 points (minus 3). The difference between 42 points (first guess) and 37 points is 5 points. The difference between 33 points (second guess) and 37 points is 4 points. You may draw your own inference. — [299, 580, 421, 653]
body-paragraph: Says a correspondent in a wayback district in the North—"A few enthusiasts are also looking for a site for a tennis court up till now with no success. Level ground is at a premium and somewhere rather far from Waitangi must satisfy the club that is in process of formation. In the meantime the summer sports are cricket and ping pong. The latter is as rife as the epidemic of the same thing about 20 years ago. The club is putting down a concrete wicket. It is good to see that these sports are spreading to this district where one hardly expects to find them. In such places they must be a godsend. — [299, 1708, 421, 1853]
body-paragraph: Compared to Postle, Donaldson, Holway, and Walker seemed to be laboured in their action; and yet Postle, when in his prime—he was well past it when he ran in Johannesburg—must have been superior to all of them. — [703, 774, 825, 829]
body-paragraph: The drawing for the Summer Cup competition has now been made, the entries totalling twenty-six. Members are urged to get off their first round fixtures as early as possible, so that the succeeding rounds may be pushed forward. Each player has two lives, and after each round winners and losers play in their respective sections. This is an excellent scheme and serves to add greatly to the interest in the competition. This has always been a most popular event, and with the capital conditions now ruling on the course bids this year to be even more popular. — [703, 1322, 825, 1459]
body-paragraph: One of the events in the tennis world of Taranaki, which adds a fillip to the game, is the match for New Plymouth on Saturday, December 13. The Wellington Association originally suggested next Monday (December 1) as the date, but the Taranaki Association found that it would be difficult to fulfil an engagement on that day chiefly owing to the fact that Wallace and Rickie would not be available. Wellington has since notified that the later date is suitable. — [434, 42, 555, 151]
body-paragraph: Such victories as those of Tolley in the French championship and Arthur Havers in the 1923 British open were bound great consolation to British golf enthusiasts in these days, when there are hard put to it to stem the American tide. — [838, 879, 960, 934]
column-6 — [698, 42, 825, 1855]
body-paragraph: At Rugby, for instance, the old form of collaring, tackling, and carrying the ball could be indulged in with impunity. For the playground was a field. At other schools, where the playground was gravelled or flagged, safety dictated that the ball should be dribbled. It seems reasonable to suppose that this simple fact dictated the division, for the revival of football in the schools in the nineteenth century was largely inspired by "old boys" who played in the early "old boys" football clubs. — [434, 1470, 555, 1589]
section-heading: BOWLING. — [870, 940, 928, 952]
source-credit: (Free Lance.) — [205, 373, 246, 383]
article-heading: "SELLING THE DUMMY." — [38, 795, 137, 806]
body-paragraph: "Sprinting is wonderfully exhilarating, and the writer opines—he was a sprinter in his young days—that there is no physical exertion comparable for excitement and joy to the last 40 yards' burst of a 100 or 120 yards race; that concentrated physical effort compensates, aye, more than compensates, for all the arduous training and work which enables one to put, thus, the finishing touch, on to a race. — [703, 533, 825, 633]
body-paragraph: Being a constant reader of your notes and knowing your partiality for mathematics, I ask your opinion on the following:— — [299, 482, 421, 519]
page-number: 10 — [30, 6, 56, 35]
body-paragraph: With its swiftness increased its popularity. It has taken only fifty years for it to spread through Europe and all civilised countries, in which there can be scarcely a town or village which has not got its lawn tennis court. The championships at Wimbledon testify to this international character, which must be unique in the history of games. — [569, 455, 690, 537]
article-heading: HOW SOME POPULAR PASTIMES HAVE DEVELOPED. — [434, 956, 555, 978]
body-paragraph: Two wrinkled old bowlers who had not seen one another for nearly forty years met under peculiar conditions at the week-end on a suburban green (says the Auckland Star). They did not know one another, when one of them, as a visitor, met his old friend at the scoring board on the green where he was a member. They were playing number two, and as scorers they were putting down the scores of the opposing teams on the blackboard. One said to the other that he once knew a long-bearded farmer in a south-ern province of the same name as his opponent. "I used to have a long-bearded lubbock driver working for me the same name as you," replied the other. This led to mutual recognition, and one remarked, "Who would have ever thought in the old days we would meet under such peculiar circumstances, and that we would have been made enough to live quietly in our old age, and be able to play bowls any afternoon?" There was something very keen about the play of the two "old-timers" as with almost youthful vigour they played on to the jack, is being hard to say which was the better bowler. — [838, 1403, 960, 1666]
body-paragraph: "With regard to A. B. Postle's stride (adds Mr. Platnauer) the writer met that athlete in Johannesburg, and saw him run on several occasions. His action was singularly free from apparent effort, and his stride must have measured from 8ft. to 8ft. 6in.; he appeared to skim the ground rather than force his way along it, as so many fast men do. — [703, 635, 825, 717]
body-paragraph: But the fact remains that, on the whole, we are miserably deficient in brilliant youngsters. The blame for this rests with the clubs. Not half enough encouragement is given to schoolboy golfers. They are often looked upon as a nuisance on the course. — [838, 460, 960, 525]
body-paragraph: Wellington championships.—Jan. 13, 14, and 15, at Palmerston North. — [434, 581, 555, 600]
body-paragraph: "The question raised in 'Harefoot's' notes in the last issue of the Athletic News about the length of Postle's stride incidentally introduces the relationship of stride to pace. — [703, 355, 825, 401]
body-paragraph: However ancient their origins, most of our popular games date back only to the athletic revival of the nineteenth century. As an instance—football. Not till the foundation of the Football Association in 1863 can the game be said to have begun in any sense to have taken legal shape. — [434, 1312, 555, 1377]
body-paragraph: Misfortune in injuries and sickness has dogged the All Blacks extensively in the British Isles tour since arrival. No fewer than twelve players out of the 29 have at some period been put out of action by injuries or illness. The latest to "go under" is Harvey, the burly "lock" All Black forward, who contracted a severe cold which brought on a touch of tonsillitis, occasioning his immediate removal to hospital in London to undergo an operation. It is anticipated that Harvey will be out and about in a few weeks, but meantime he is being kept quiet and is trying the rest cure until such time as he is able to rejoin the All Blacks. — [164, 98, 286, 252]
